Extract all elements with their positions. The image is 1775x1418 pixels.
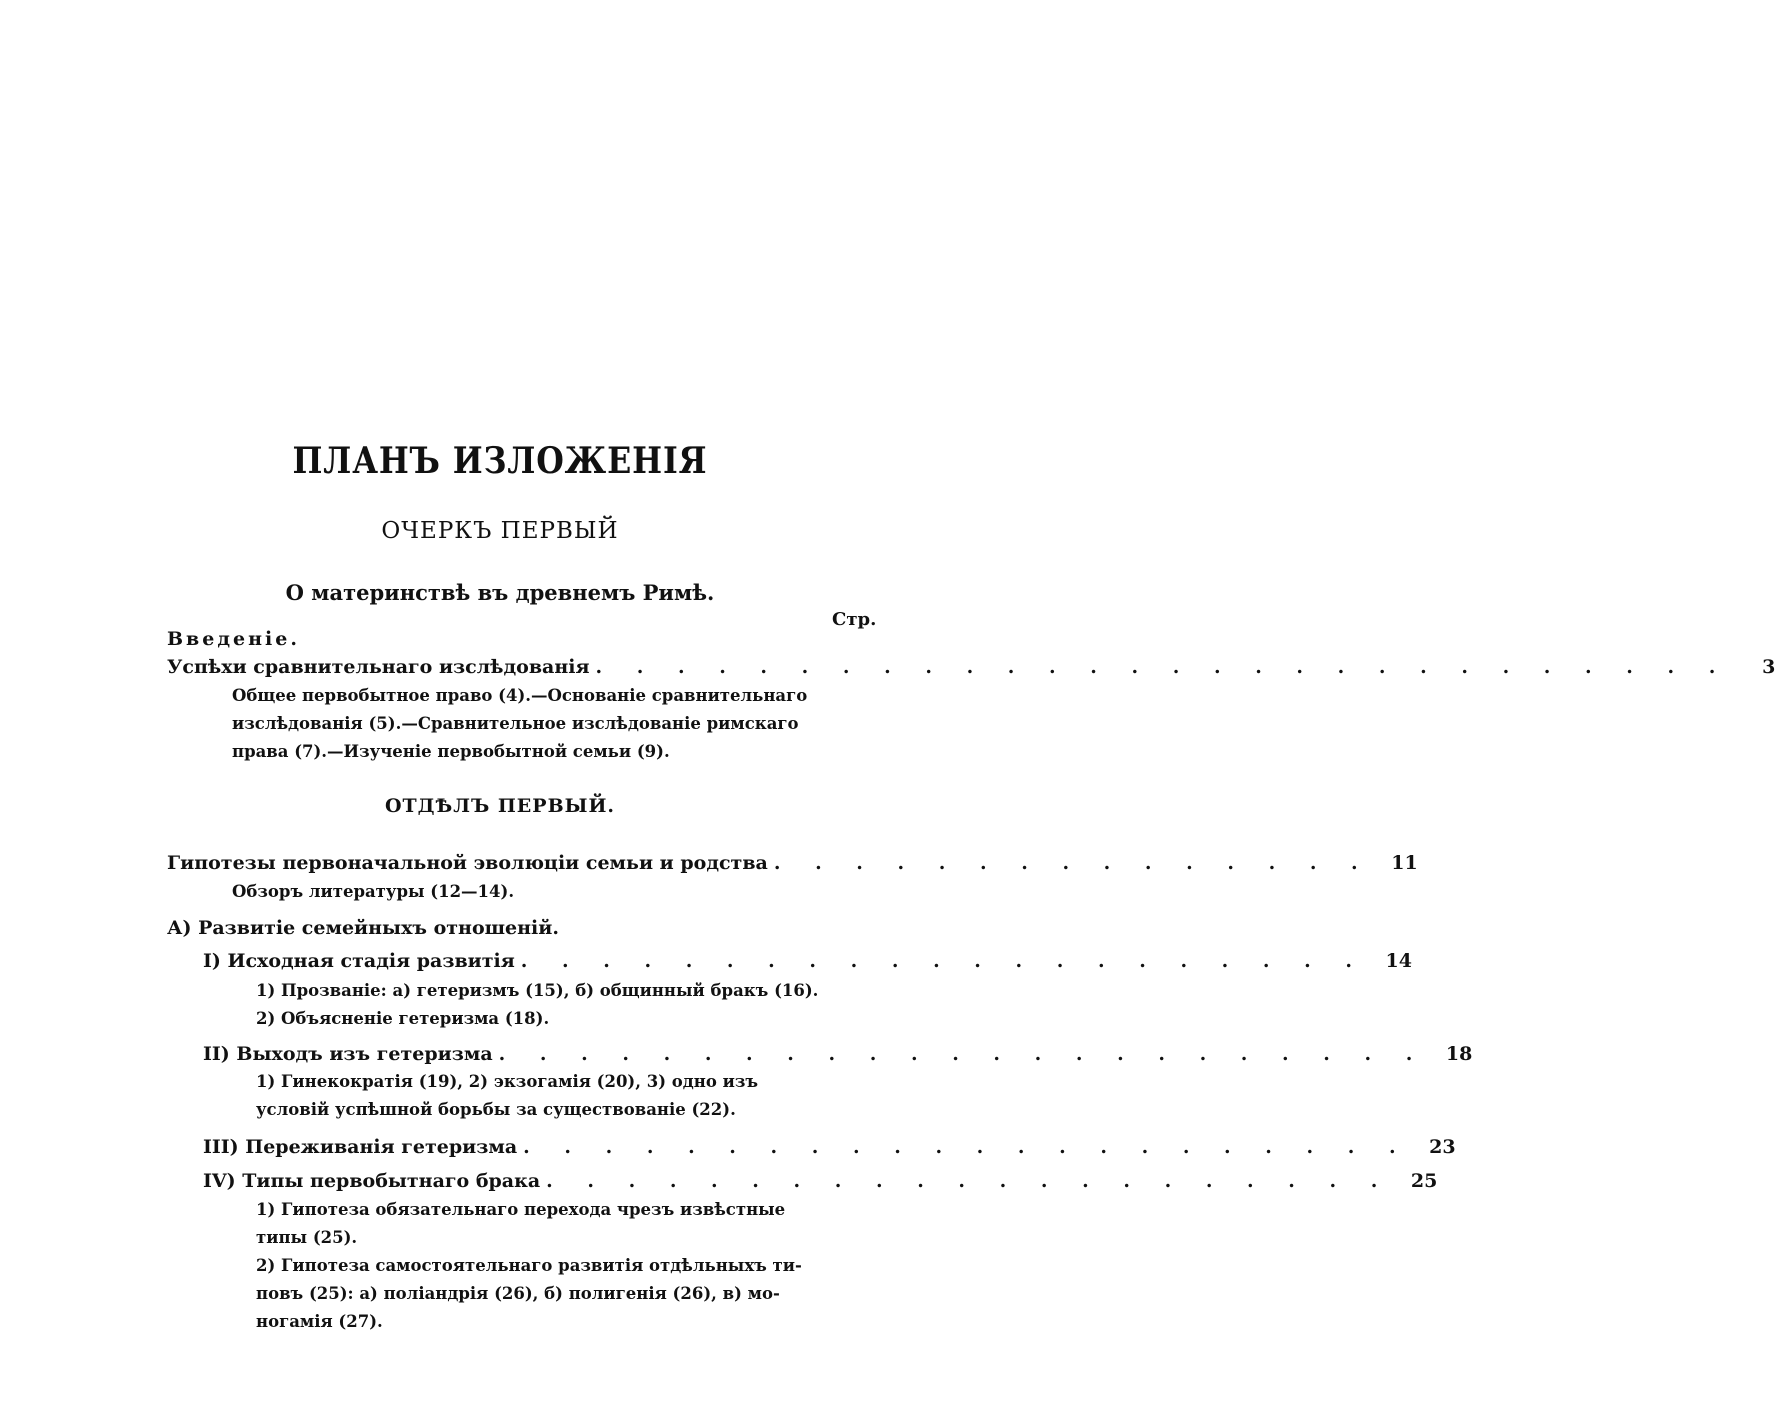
toc-entry-page: 3 <box>1762 656 1775 678</box>
toc-entry-label: II) Выходъ изъ гетеризма <box>203 1043 493 1065</box>
toc-entry-label: Успѣхи сравнительнаго изслѣдованія <box>167 656 590 678</box>
toc-entry-item-3 <box>203 1136 1456 1158</box>
leader-dots: . . . . . . . . . . . . . . . . . . . . . . <box>523 1136 1410 1158</box>
essay-heading: ОЧЕРКЪ ПЕРВЫЙ <box>381 518 619 544</box>
detail-line: 2) Объясненіе гетеризма (18). <box>256 1009 550 1028</box>
section-heading: ОТДѢЛЪ ПЕРВЫЙ. <box>384 795 616 817</box>
leader-dots: . . . . . . . . . . . . . . . . . . . . . <box>520 950 1366 972</box>
item-2-details <box>256 1068 818 1124</box>
toc-entry-item-4 <box>203 1170 1438 1192</box>
detail-line: Общее первобытное право (4).—Основаніе сравнительнаго <box>232 686 808 705</box>
leader-dots: . . . . . . . . . . . . . . . <box>773 852 1372 874</box>
toc-entry-introduction <box>167 656 1775 678</box>
toc-entry-page: 11 <box>1391 852 1418 874</box>
toc-entry-item-1 <box>203 950 1412 972</box>
part-a-heading: А) Развитіе семейныхъ отношеній. <box>167 917 559 939</box>
hypotheses-details <box>232 878 817 906</box>
detail-line: 1) Прозваніе: а) гетеризмъ (15), б) общинный бракъ (16). <box>256 981 819 1000</box>
introduction-details <box>232 682 817 766</box>
toc-entry-page: 23 <box>1429 1136 1456 1158</box>
detail-line: повъ (25): а) поліандрія (26), б) полигенія (26), в) мо- <box>256 1284 780 1303</box>
page-title: ПЛАНЪ ИЗЛОЖЕНІЯ <box>292 440 708 482</box>
toc-entry-page: 18 <box>1445 1043 1473 1065</box>
essay-subtitle: О материнствѣ въ древнемъ Римѣ. <box>285 580 715 605</box>
leader-dots: . . . . . . . . . . . . . . . . . . . . . <box>546 1170 1392 1192</box>
detail-line: ногамія (27). <box>256 1312 383 1331</box>
detail-line: условій успѣшной борьбы за существованіе (22). <box>256 1100 736 1119</box>
toc-entry-label: III) Переживанія гетеризма <box>203 1136 518 1158</box>
item-4-details <box>256 1196 818 1336</box>
leader-dots: . . . . . . . . . . . . . . . . . . . . . . . <box>498 1043 1427 1065</box>
toc-entry-page: 25 <box>1410 1170 1438 1192</box>
detail-line: Обзоръ литературы (12—14). <box>232 882 515 901</box>
detail-line: типы (25). <box>256 1228 358 1247</box>
detail-line: изслѣдованія (5).—Сравнительное изслѣдованіе римскаго <box>232 714 799 733</box>
page-column-label: Стр. <box>832 609 877 630</box>
toc-entry-page: 14 <box>1385 950 1412 972</box>
toc-entry-label: IV) Типы первобытнаго брака <box>203 1170 541 1192</box>
toc-entry-label: Гипотезы первоначальной эволюціи семьи и родства <box>167 852 768 874</box>
item-1-details <box>256 977 856 1033</box>
detail-line: 1) Гипотеза обязательнаго перехода чрезъ извѣстные <box>256 1200 786 1219</box>
toc-entry-label: I) Исходная стадія развитія <box>203 950 515 972</box>
detail-line: права (7).—Изученіе первобытной семьи (9). <box>232 742 670 761</box>
toc-entry-item-2 <box>203 1043 1473 1065</box>
leader-dots: . . . . . . . . . . . . . . . . . . . . . . . . . . . . <box>595 656 1730 678</box>
introduction-heading: Введеніе. <box>167 628 300 650</box>
detail-line: 2) Гипотеза самостоятельнаго развитія отдѣльныхъ ти- <box>256 1256 802 1275</box>
detail-line: 1) Гинекократія (19), 2) экзогамія (20), 3) одно изъ <box>256 1072 759 1091</box>
toc-entry-hypotheses <box>167 852 1418 874</box>
